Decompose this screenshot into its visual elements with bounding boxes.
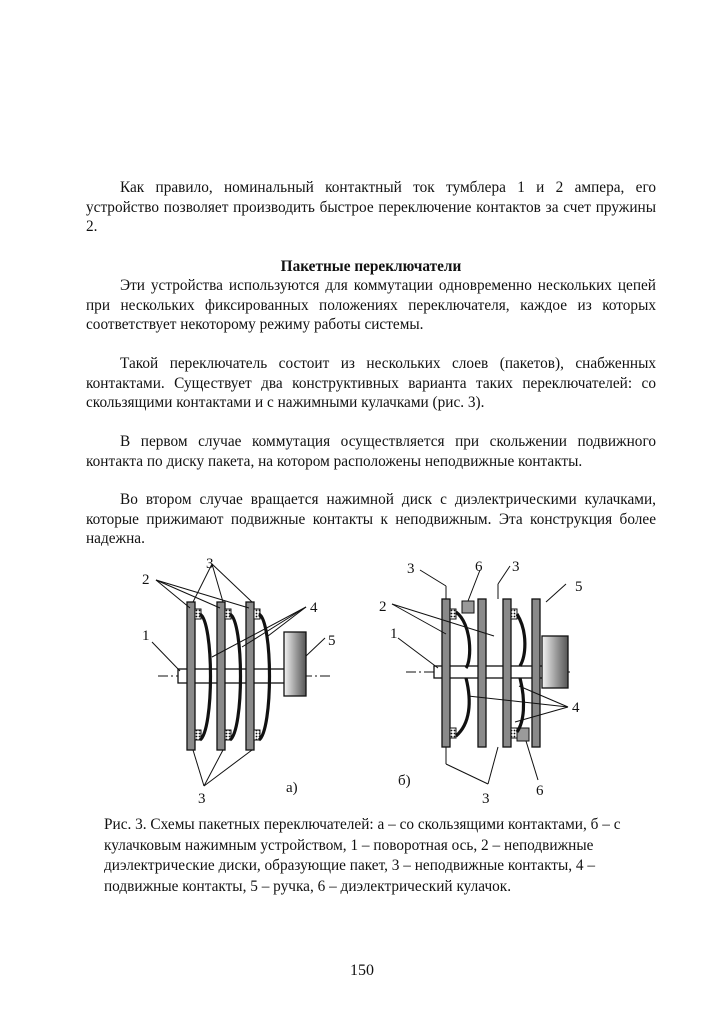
paragraph-3: Такой переключатель состоит из нескольких слоев (пакетов), снабженных контактами. Существует два конструктивных варианта таких переключателей: со скользящими контактами и с нажимными кулачками (рис. 3). <box>86 355 656 411</box>
rotary-axis-b <box>434 666 546 678</box>
fixed-contact-b <box>511 728 517 738</box>
fixed-contact-b <box>450 728 456 738</box>
rotary-axis-a <box>178 669 296 683</box>
label-b-6-top: 6 <box>475 559 483 575</box>
label-b-6-bottom: 6 <box>536 783 544 799</box>
disc-b-3 <box>503 599 511 747</box>
paragraph-1: Как правило, номинальный контактный ток тумблера 1 и 2 ампера, его устройство позволяет производить быстрое переключение контактов за счет пружины 2. <box>86 179 656 235</box>
section-heading: Пакетные переключатели <box>280 258 462 275</box>
disc-b-2 <box>478 599 486 747</box>
label-b-1: 1 <box>390 626 398 642</box>
disc-a-1 <box>187 602 195 750</box>
label-a-1: 1 <box>142 628 150 644</box>
moving-contact-b <box>456 612 470 668</box>
fixed-contact-b <box>450 609 456 619</box>
label-a-3-top: 3 <box>206 556 214 572</box>
label-a-5: 5 <box>328 633 336 649</box>
label-b-4: 4 <box>572 700 580 716</box>
diagram-b <box>379 559 583 807</box>
label-a-2: 2 <box>142 572 150 588</box>
page-number: 150 <box>350 962 374 979</box>
paragraph-2: Эти устройства используются для коммутации одновременно нескольких цепей при нескольких фиксированных положениях переключателя, каждое из которых соответствует некоторому режиму работы системы. <box>86 277 656 333</box>
diagram-a <box>142 556 336 807</box>
caption-sub-a: а) <box>286 780 298 796</box>
label-b-2: 2 <box>379 599 387 615</box>
label-a-3-bottom: 3 <box>198 791 206 807</box>
dielectric-cam-top <box>462 601 474 613</box>
label-b-5: 5 <box>575 579 583 595</box>
handle-b <box>542 636 568 688</box>
paragraph-4: В первом случае коммутация осуществляется при скольжении подвижного контакта по диску пакета, на котором расположены неподвижные контакты. <box>86 433 656 470</box>
label-a-4: 4 <box>310 600 318 616</box>
label-b-3-bottom: 3 <box>482 791 490 807</box>
disc-b-4 <box>532 599 540 747</box>
label-b-3-top-right: 3 <box>512 559 520 575</box>
paragraph-5: Во втором случае вращается нажимной диск с диэлектрическими кулачками, которые прижимают подвижные контакты к неподвижным. Эта конструкция более надежна. <box>86 491 656 547</box>
moving-contact-b <box>456 678 469 736</box>
fixed-contact-b <box>511 609 517 619</box>
figure-packet-switches <box>120 552 620 814</box>
disc-a-3 <box>246 602 254 750</box>
moving-contact-b <box>517 614 525 666</box>
handle-a <box>284 632 306 696</box>
caption-sub-b: б) <box>398 773 411 789</box>
figure-caption: Рис. 3. Схемы пакетных переключателей: а – со скользящими контактами, б – с кулачковым нажимным устройством, 1 – поворотная ось, 2 – неподвижные диэлектрические диски, образующие пакет, 3 – неподвижные контакты, 4 – подвижные контакты, 5 – ручка, 6 – диэлектрический кулачок. <box>104 816 621 895</box>
label-b-3-top-left: 3 <box>407 561 415 577</box>
disc-a-2 <box>217 602 225 750</box>
